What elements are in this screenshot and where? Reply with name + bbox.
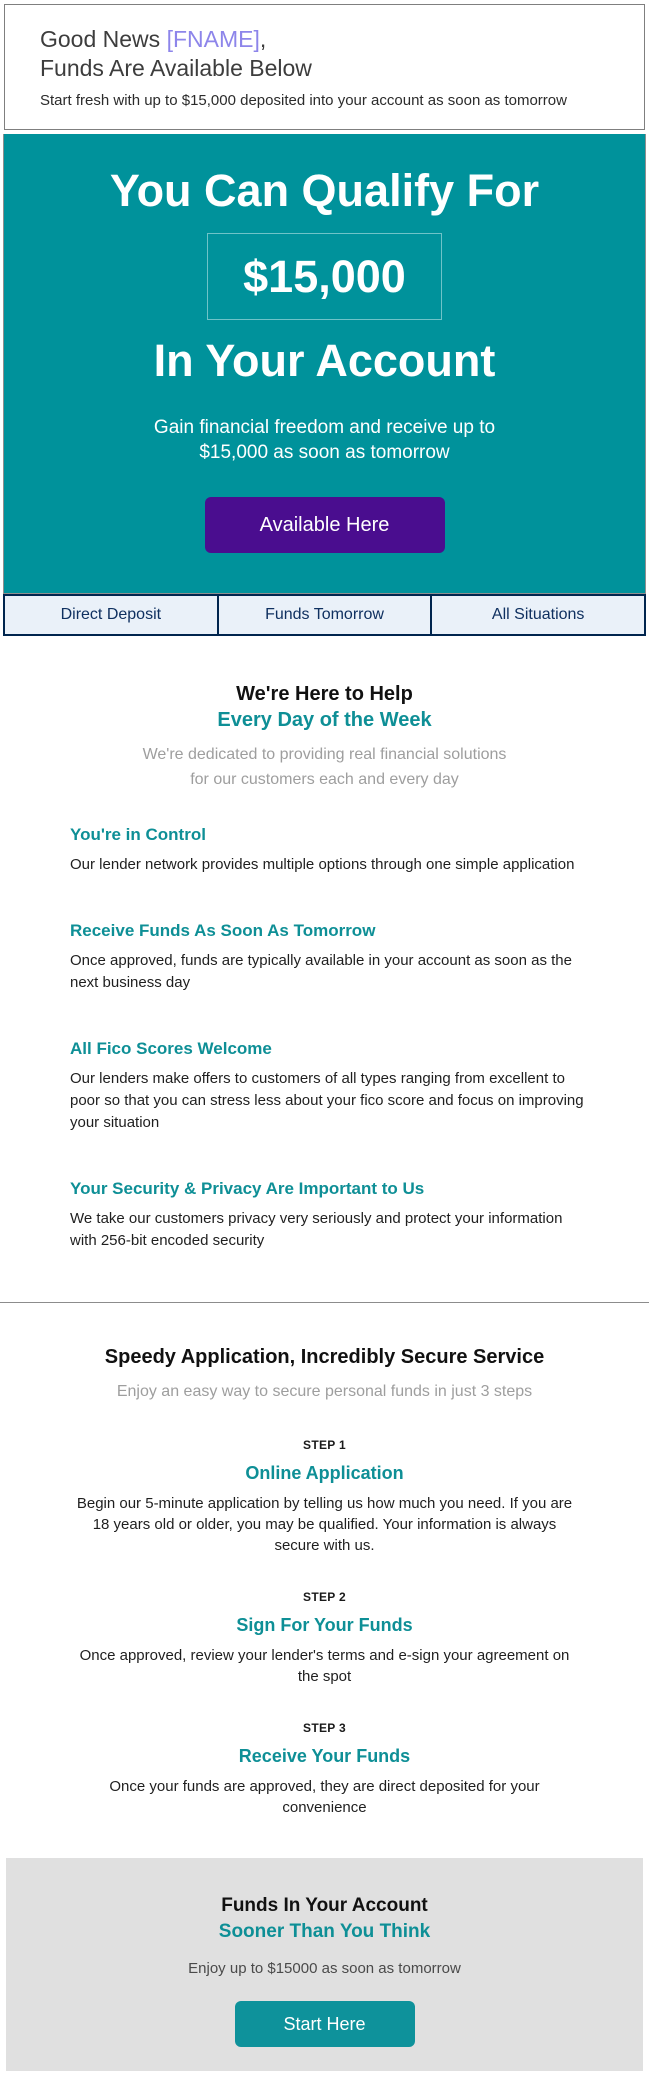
greeting-prefix: Good News	[40, 26, 167, 52]
header-line2: Funds Are Available Below	[40, 55, 312, 81]
start-here-button[interactable]: Start Here	[235, 2001, 415, 2047]
hero-amount: $15,000	[243, 251, 406, 302]
hero-section	[3, 134, 646, 594]
help-items	[70, 824, 585, 1252]
help-item-funds-tomorrow	[70, 920, 585, 994]
step-body: Once approved, review your lender's terms and e-sign your agreement on the spot	[79, 1647, 570, 1685]
step-label: STEP 2	[303, 1590, 346, 1604]
available-here-button[interactable]: Available Here	[205, 497, 445, 553]
help-section	[0, 682, 649, 1252]
help-item-body: Our lender network provides multiple options through one simple application	[70, 856, 575, 873]
help-item-heading: You're in Control	[70, 825, 206, 844]
steps-subtitle: Enjoy an easy way to secure personal funds in just 3 steps	[116, 1383, 533, 1400]
help-title-line1: We're Here to Help	[236, 683, 413, 705]
steps-section	[0, 1345, 649, 1818]
greeting-line	[40, 25, 624, 54]
help-item-fico-scores	[70, 1038, 585, 1134]
step-label: STEP 3	[303, 1721, 346, 1735]
header-subtext: Start fresh with up to $15,000 deposited into your account as soon as tomorrow	[40, 92, 567, 109]
footer-title-line1: Funds In Your Account	[221, 1895, 428, 1916]
steps-title: Speedy Application, Incredibly Secure Service	[104, 1346, 545, 1368]
step-2	[0, 1590, 649, 1687]
hero-line1: You Can Qualify For	[109, 165, 540, 216]
feature-all-situations[interactable]: All Situations	[430, 596, 644, 634]
step-heading: Receive Your Funds	[238, 1746, 411, 1766]
step-heading: Online Application	[245, 1463, 404, 1483]
feature-bar	[3, 594, 646, 636]
help-item-heading: All Fico Scores Welcome	[70, 1039, 272, 1058]
footer-subtext: Enjoy up to $15000 as soon as tomorrow	[188, 1960, 461, 1977]
feature-direct-deposit[interactable]: Direct Deposit	[60, 606, 162, 623]
help-subtitle-line2: for our customers each and every day	[190, 771, 459, 788]
help-subtitle-line1: We're dedicated to providing real financial solutions	[142, 746, 507, 763]
feature-funds-tomorrow[interactable]: Funds Tomorrow	[217, 596, 431, 634]
help-item-heading: Receive Funds As Soon As Tomorrow	[70, 921, 376, 940]
footer-title-line2: Sooner Than You Think	[218, 1921, 431, 1942]
step-label: STEP 1	[303, 1438, 346, 1452]
help-item-heading: Your Security & Privacy Are Important to Us	[70, 1179, 425, 1198]
step-1	[0, 1438, 649, 1556]
section-divider	[0, 1302, 649, 1303]
step-heading: Sign For Your Funds	[236, 1615, 413, 1635]
step-3	[0, 1721, 649, 1818]
footer-section	[6, 1858, 643, 2071]
hero-subtext-line2: $15,000 as soon as tomorrow	[199, 442, 450, 463]
header-section	[4, 4, 645, 130]
step-body: Begin our 5-minute application by telling us how much you need. If you are 18 years old or older, you may be qualified. Your information is always secure with us.	[76, 1495, 573, 1554]
help-subtitle	[0, 742, 649, 792]
fname-token: [FNAME]	[166, 26, 260, 52]
help-item-security-privacy	[70, 1178, 585, 1252]
amount-box	[207, 233, 442, 320]
help-item-body: We take our customers privacy very seriously and protect your information with 256-bit encoded security	[70, 1210, 563, 1249]
step-body: Once your funds are approved, they are direct deposited for your convenience	[109, 1778, 540, 1816]
help-item-body: Our lenders make offers to customers of all types ranging from excellent to poor so that you can stress less about your fico score and focus on improving your situation	[70, 1070, 584, 1131]
hero-subtext-line1: Gain financial freedom and receive up to	[153, 417, 496, 438]
help-title-line2: Every Day of the Week	[217, 709, 432, 731]
email-body	[0, 4, 649, 2071]
hero-line2: In Your Account	[153, 335, 496, 386]
greeting-suffix: ,	[259, 26, 267, 52]
help-item-body: Once approved, funds are typically available in your account as soon as the next business day	[70, 952, 572, 991]
help-item-control	[70, 824, 585, 876]
